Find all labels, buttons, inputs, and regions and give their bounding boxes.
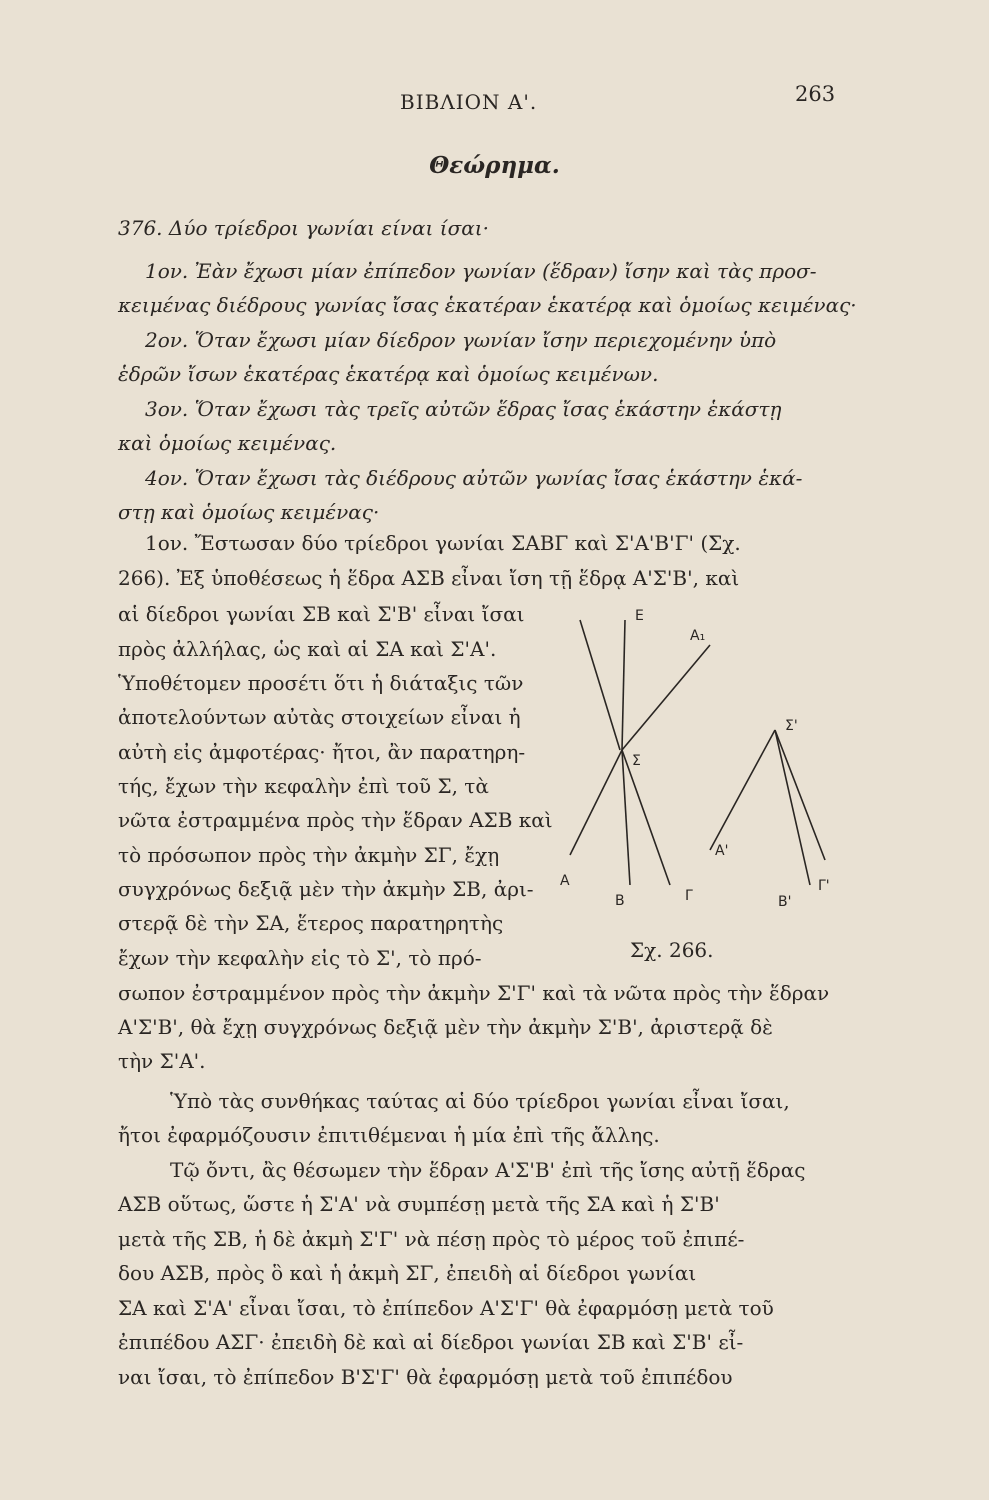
figure-label-s-prime: Σ' [785, 718, 798, 734]
text-line: στερᾷ δὲ τὴν ΣΑ, ἕτερος παρατηρητὴς [118, 911, 504, 935]
text-line: 2ον. Ὅταν ἔχωσι μίαν δίεδρον γωνίαν ἴσην περιεχομένην ὑπὸ [145, 328, 777, 352]
running-title: ΒΙΒΛΙΟΝ Α'. [400, 90, 538, 114]
text-line: Α'Σ'Β', θὰ ἔχῃ συγχρόνως δεξιᾷ μὲν τὴν ἀκμὴν Σ'Β', ἀριστερᾷ δὲ [118, 1015, 773, 1039]
text-line: συγχρόνως δεξιᾷ μὲν τὴν ἀκμὴν ΣΒ, ἀρι- [118, 877, 534, 901]
figure-svg [560, 600, 870, 930]
figure-edge [622, 620, 625, 750]
figure-edge [622, 645, 710, 750]
text-line: Ὑποθέτομεν προσέτι ὅτι ἡ διάταξις τῶν [118, 671, 524, 695]
text-line: νῶτα ἐστραμμένα πρὸς τὴν ἕδραν ΑΣΒ καὶ [118, 808, 553, 832]
text-line: Τῷ ὄντι, ἂς θέσωμεν τὴν ἕδραν Α'Σ'Β' ἐπὶ τῆς ἴσης αὐτῇ ἕδρας [170, 1158, 806, 1182]
section-title: Θεώρημα. [429, 152, 560, 179]
text-line: 4ον. Ὅταν ἔχωσι τὰς διέδρους αὐτῶν γωνίας ἴσας ἑκάστην ἑκά- [145, 466, 803, 490]
text-line: τὸ πρόσωπον πρὸς τὴν ἀκμὴν ΣΓ, ἔχῃ [118, 843, 500, 867]
figure-label-b-prime: Β' [778, 894, 792, 910]
text-line: αὐτὴ εἰς ἀμφοτέρας· ἤτοι, ἂν παρατηρη- [118, 740, 526, 764]
text-line: 1ον. Ἔστωσαν δύο τρίεδροι γωνίαι ΣΑΒΓ καὶ Σ'Α'Β'Γ' (Σχ. [145, 531, 741, 555]
text-line: δου ΑΣΒ, πρὸς ὃ καὶ ἡ ἀκμὴ ΣΓ, ἐπειδὴ αἱ δίεδροι γωνίαι [118, 1261, 697, 1285]
text-line: σωπον ἐστραμμένον πρὸς τὴν ἀκμὴν Σ'Γ' καὶ τὰ νῶτα πρὸς τὴν ἕδραν [118, 981, 830, 1005]
figure-label-e: Ε [635, 608, 644, 624]
text-line: 1ον. Ἐὰν ἔχωσι μίαν ἐπίπεδον γωνίαν (ἕδραν) ἴσην καὶ τὰς προσ- [145, 259, 817, 283]
figure-label-a-prime: Α' [715, 843, 729, 859]
text-line: τὴν Σ'Α'. [118, 1049, 206, 1073]
text-line: μετὰ τῆς ΣΒ, ἡ δὲ ἀκμὴ Σ'Γ' νὰ πέσῃ πρὸς τὸ μέρος τοῦ ἐπιπέ- [118, 1227, 745, 1251]
text-line: ἐπιπέδου ΑΣΓ· ἐπειδὴ δὲ καὶ αἱ δίεδροι γωνίαι ΣΒ καὶ Σ'Β' εἶ- [118, 1330, 744, 1354]
page-number: 263 [795, 82, 836, 106]
figure-edge [580, 620, 620, 750]
text-line: τής, ἔχων τὴν κεφαλὴν ἐπὶ τοῦ Σ, τὰ [118, 774, 489, 798]
figure-label-s: Σ [632, 753, 641, 769]
text-line: στῃ καὶ ὁμοίως κειμένας· [118, 500, 380, 524]
text-line: αἱ δίεδροι γωνίαι ΣΒ καὶ Σ'Β' εἶναι ἴσαι [118, 602, 525, 626]
figure-label-g-prime: Γ' [818, 878, 830, 894]
figure-label-a1: Α₁ [690, 628, 706, 644]
trihedral-figure [560, 600, 870, 930]
figure-caption: Σχ. 266. [630, 938, 714, 962]
figure-label-g: Γ [685, 888, 693, 904]
figure-label-b: Β [615, 893, 625, 909]
text-line: πρὸς ἀλλήλας, ὡς καὶ αἱ ΣΑ καὶ Σ'Α'. [118, 637, 497, 661]
text-line: 3ον. Ὅταν ἔχωσι τὰς τρεῖς αὐτῶν ἕδρας ἴσας ἑκάστην ἑκάστῃ [145, 397, 782, 421]
text-line: Ὑπὸ τὰς συνθήκας ταύτας αἱ δύο τρίεδροι γωνίαι εἶναι ἴσαι, [170, 1089, 790, 1113]
text-line: 376. Δύο τρίεδροι γωνίαι είναι ίσαι· [118, 216, 489, 240]
figure-label-a: Α [560, 873, 570, 889]
text-line: 266). Ἐξ ὑποθέσεως ἡ ἕδρα ΑΣΒ εἶναι ἴση τῇ ἕδρᾳ Α'Σ'Β', καὶ [118, 566, 740, 590]
text-line: ἤτοι ἐφαρμόζουσιν ἐπιτιθέμεναι ἡ μία ἐπὶ τῆς ἄλλης. [118, 1123, 660, 1147]
text-line: ἀποτελούντων αὐτὰς στοιχείων εἶναι ἡ [118, 705, 521, 729]
text-line: ἔχων τὴν κεφαλὴν εἰς τὸ Σ', τὸ πρό- [118, 946, 482, 970]
text-line: ΑΣΒ οὕτως, ὥστε ἡ Σ'Α' νὰ συμπέσῃ μετὰ τῆς ΣΑ καὶ ἡ Σ'Β' [118, 1192, 720, 1216]
text-line: ΣΑ καὶ Σ'Α' εἶναι ἴσαι, τὸ ἐπίπεδον Α'Σ'Γ' θὰ ἐφαρμόσῃ μετὰ τοῦ [118, 1296, 774, 1320]
text-line: ἑδρῶν ἴσων ἑκατέρας ἑκατέρᾳ καὶ ὁμοίως κειμένων. [118, 362, 659, 386]
figure-edge [710, 730, 775, 850]
text-line: καὶ ὁμοίως κειμένας. [118, 431, 337, 455]
page-header [0, 82, 989, 130]
text-line: κειμένας διέδρους γωνίας ἴσας ἑκατέραν ἑκατέρᾳ καὶ ὁμοίως κειμένας· [118, 293, 857, 317]
text-line: ναι ἴσαι, τὸ ἐπίπεδον Β'Σ'Γ' θὰ ἐφαρμόσῃ μετὰ τοῦ ἐπιπέδου [118, 1365, 733, 1389]
figure-edge [570, 750, 622, 855]
